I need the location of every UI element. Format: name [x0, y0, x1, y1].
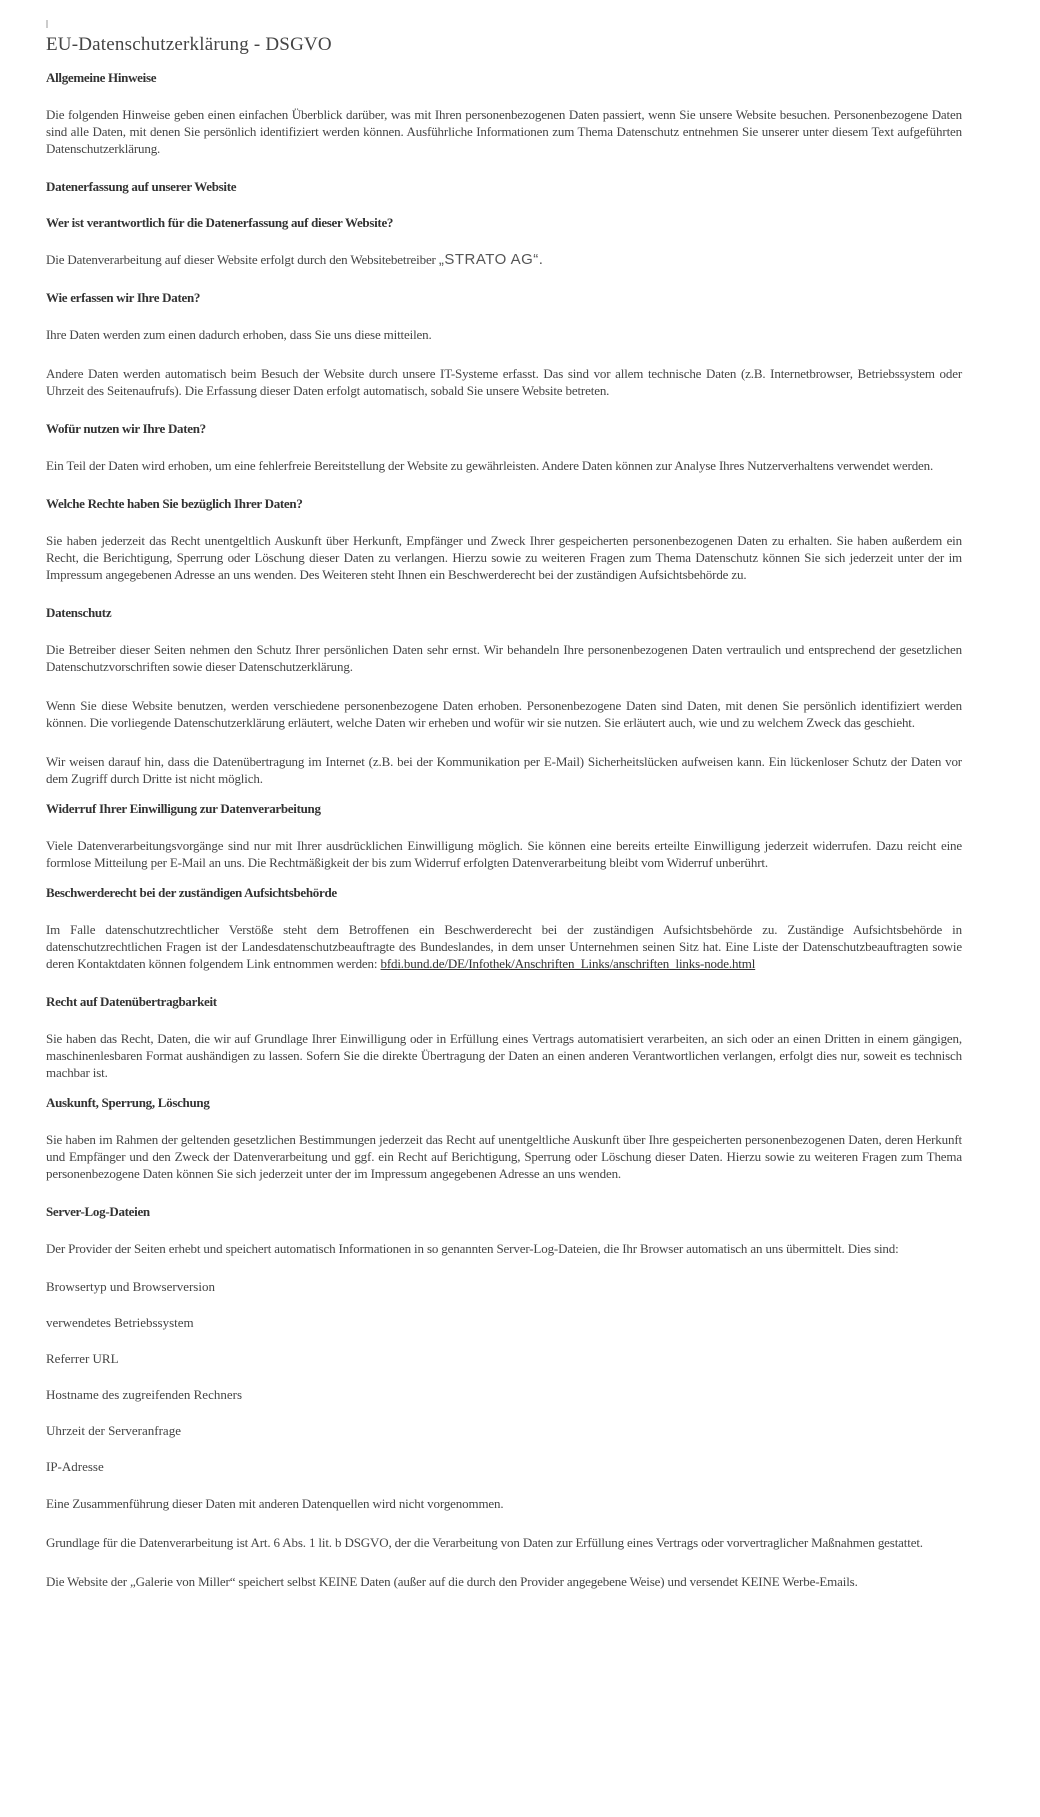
- paragraph: Wenn Sie diese Website benutzen, werden verschiedene personenbezogene Daten erhoben. Personenbezogene Daten sind Daten, mit denen Sie persönlich identifiziert werden können. Die vorliegende Datenschutzerklärung erläutert, welche Daten wir erheben und wofür wir sie nutzen. Sie erläutert auch, wie und zu welchem Zweck das geschieht.: [46, 698, 962, 730]
- paragraph: Andere Daten werden automatisch beim Besuch der Website durch unsere IT-Systeme erfasst. Das sind vor allem technische Daten (z.B. Internetbrowser, Betriebssystem oder Uhrzeit des Seitenaufrufs). Die Erfassung dieser Daten erfolgt automatisch, sobald Sie unsere Website betreten.: [46, 366, 962, 398]
- section-data-collection: [46, 179, 962, 583]
- section-heading: Allgemeine Hinweise: [46, 70, 157, 85]
- section-heading: Widerruf Ihrer Einwilligung zur Datenverarbeitung: [46, 801, 321, 816]
- paragraph: Grundlage für die Datenverarbeitung ist Art. 6 Abs. 1 lit. b DSGVO, der die Verarbeitung von Daten zur Erfüllung eines Vertrags oder vorvertraglicher Maßnahmen gestattet.: [46, 1535, 923, 1550]
- section-heading: Recht auf Datenübertragbarkeit: [46, 994, 217, 1009]
- log-data-list: [46, 1279, 962, 1475]
- list-item: Referrer URL: [46, 1351, 119, 1366]
- section-data-protection: [46, 605, 962, 787]
- section-data-portability: [46, 994, 962, 1081]
- section-consent-revocation: [46, 801, 962, 871]
- paragraph-text: Die Datenverarbeitung auf dieser Website erfolgt durch den Websitebetreiber: [46, 252, 439, 267]
- list-item: IP-Adresse: [46, 1459, 104, 1474]
- section-heading: Datenerfassung auf unserer Website: [46, 179, 237, 194]
- list-item: Uhrzeit der Serveranfrage: [46, 1423, 181, 1438]
- paragraph: Der Provider der Seiten erhebt und speichert automatisch Informationen in so genannten Server-Log-Dateien, die Ihr Browser automatisch an uns übermittelt. Dies sind:: [46, 1241, 899, 1256]
- section-heading: Datenschutz: [46, 605, 112, 620]
- paragraph-text: Im Falle datenschutzrechtlicher Verstöße steht dem Betroffenen ein Beschwerderecht bei der zuständigen Aufsichtsbehörde zu. Zuständige Aufsichtsbehörde in datenschutzrechtlichen Fragen ist der Landesdatenschutzbeauftragte des Bundeslandes, in dem unser Unternehmen seinen Sitz hat. Eine Liste der Datenschutzbeauftragten sowie deren Kontaktdaten können folgendem Link entnommen werden:: [46, 922, 962, 971]
- paragraph: Ihre Daten werden zum einen dadurch erhoben, dass Sie uns diese mitteilen.: [46, 327, 432, 342]
- paragraph: Sie haben das Recht, Daten, die wir auf Grundlage Ihrer Einwilligung oder in Erfüllung eines Vertrags automatisiert verarbeiten, an sich oder an einen Dritten in einem gängigen, maschinenlesbaren Format aushändigen zu lassen. Sofern Sie die direkte Übertragung der Daten an einen anderen Verantwortlichen verlangen, erfolgt dies nur, soweit es technisch machbar ist.: [46, 1031, 962, 1080]
- section-server-log-files: [46, 1204, 962, 1590]
- list-item: Browsertyp und Browserversion: [46, 1279, 215, 1294]
- section-complaint-right: [46, 885, 962, 972]
- paragraph: Die Website der „Galerie von Miller“ speichert selbst KEINE Daten (außer auf die durch den Provider angegebene Weise) und versendet KEINE Werbe-Emails.: [46, 1574, 858, 1589]
- paragraph: Sie haben im Rahmen der geltenden gesetzlichen Bestimmungen jederzeit das Recht auf unentgeltliche Auskunft über Ihre gespeicherten personenbezogenen Daten, deren Herkunft und Empfänger und den Zweck der Datenverarbeitung und ggf. ein Recht auf Berichtigung, Sperrung oder Löschung dieser Daten. Hierzu sowie zu weiteren Fragen zum Thema personenbezogene Daten können Sie sich jederzeit unter der im Impressum angegebenen Adresse an uns wenden.: [46, 1132, 962, 1181]
- company-name: „STRATO AG“.: [438, 251, 544, 268]
- paragraph: Ein Teil der Daten wird erhoben, um eine fehlerfreie Bereitstellung der Website zu gewährleisten. Andere Daten können zur Analyse Ihres Nutzerverhaltens verwendet werden.: [46, 458, 934, 473]
- paragraph: [46, 921, 962, 972]
- section-general-notes: [46, 70, 962, 157]
- section-heading: Auskunft, Sperrung, Löschung: [46, 1095, 210, 1110]
- paragraph: Die Betreiber dieser Seiten nehmen den Schutz Ihrer persönlichen Daten sehr ernst. Wir behandeln Ihre personenbezogenen Daten vertraulich und entsprechend der gesetzlichen Datenschutzvorschriften sowie dieser Datenschutzerklärung.: [46, 642, 962, 674]
- question-heading: Wofür nutzen wir Ihre Daten?: [46, 421, 206, 436]
- paragraph: Viele Datenverarbeitungsvorgänge sind nur mit Ihrer ausdrücklichen Einwilligung möglich. Sie können eine bereits erteilte Einwilligung jederzeit widerrufen. Dazu reicht eine formlose Mitteilung per E-Mail an uns. Die Rechtmäßigkeit der bis zum Widerruf erfolgten Datenverarbeitung bleibt vom Widerruf unberührt.: [46, 838, 962, 870]
- paragraph: [46, 251, 962, 268]
- paragraph: Eine Zusammenführung dieser Daten mit anderen Datenquellen wird nicht vorgenommen.: [46, 1496, 504, 1511]
- section-heading: Beschwerderecht bei der zuständigen Aufsichtsbehörde: [46, 885, 337, 900]
- paragraph: Sie haben jederzeit das Recht unentgeltlich Auskunft über Herkunft, Empfänger und Zweck Ihrer gespeicherten personenbezogenen Daten zu erhalten. Sie haben außerdem ein Recht, die Berichtigung, Sperrung oder Löschung dieser Daten zu verlangen. Hierzu sowie zu weiteren Fragen zum Thema Datenschutz können Sie sich jederzeit unter der im Impressum angegebenen Adresse an uns wenden. Des Weiteren steht Ihnen ein Beschwerderecht bei der zuständigen Aufsichtsbehörde zu.: [46, 533, 962, 582]
- question-heading: Wie erfassen wir Ihre Daten?: [46, 290, 201, 305]
- authority-list-link[interactable]: bfdi.bund.de/DE/Infothek/Anschriften_Links/anschriften_links-node.html: [380, 956, 756, 971]
- list-item: Hostname des zugreifenden Rechners: [46, 1387, 243, 1402]
- section-information-blocking-deletion: [46, 1095, 962, 1182]
- section-heading: Server-Log-Dateien: [46, 1204, 150, 1219]
- list-item: verwendetes Betriebssystem: [46, 1315, 194, 1330]
- question-heading: Wer ist verantwortlich für die Datenerfassung auf dieser Website?: [46, 215, 394, 230]
- paragraph: Die folgenden Hinweise geben einen einfachen Überblick darüber, was mit Ihren personenbezogenen Daten passiert, wenn Sie unsere Website besuchen. Personenbezogene Daten sind alle Daten, mit denen Sie persönlich identifiziert werden können. Ausführliche Informationen zum Thema Datenschutz entnehmen Sie unserer unter diesem Text aufgeführten Datenschutzerklärung.: [46, 107, 962, 156]
- paragraph: Wir weisen darauf hin, dass die Datenübertragung im Internet (z.B. bei der Kommunikation per E-Mail) Sicherheitslücken aufweisen kann. Ein lückenloser Schutz der Daten vor dem Zugriff durch Dritte ist nicht möglich.: [46, 754, 962, 786]
- question-heading: Welche Rechte haben Sie bezüglich Ihrer Daten?: [46, 496, 303, 511]
- page-title: EU-Datenschutzerklärung - DSGVO: [46, 34, 332, 55]
- text-cursor-marker: [46, 20, 48, 28]
